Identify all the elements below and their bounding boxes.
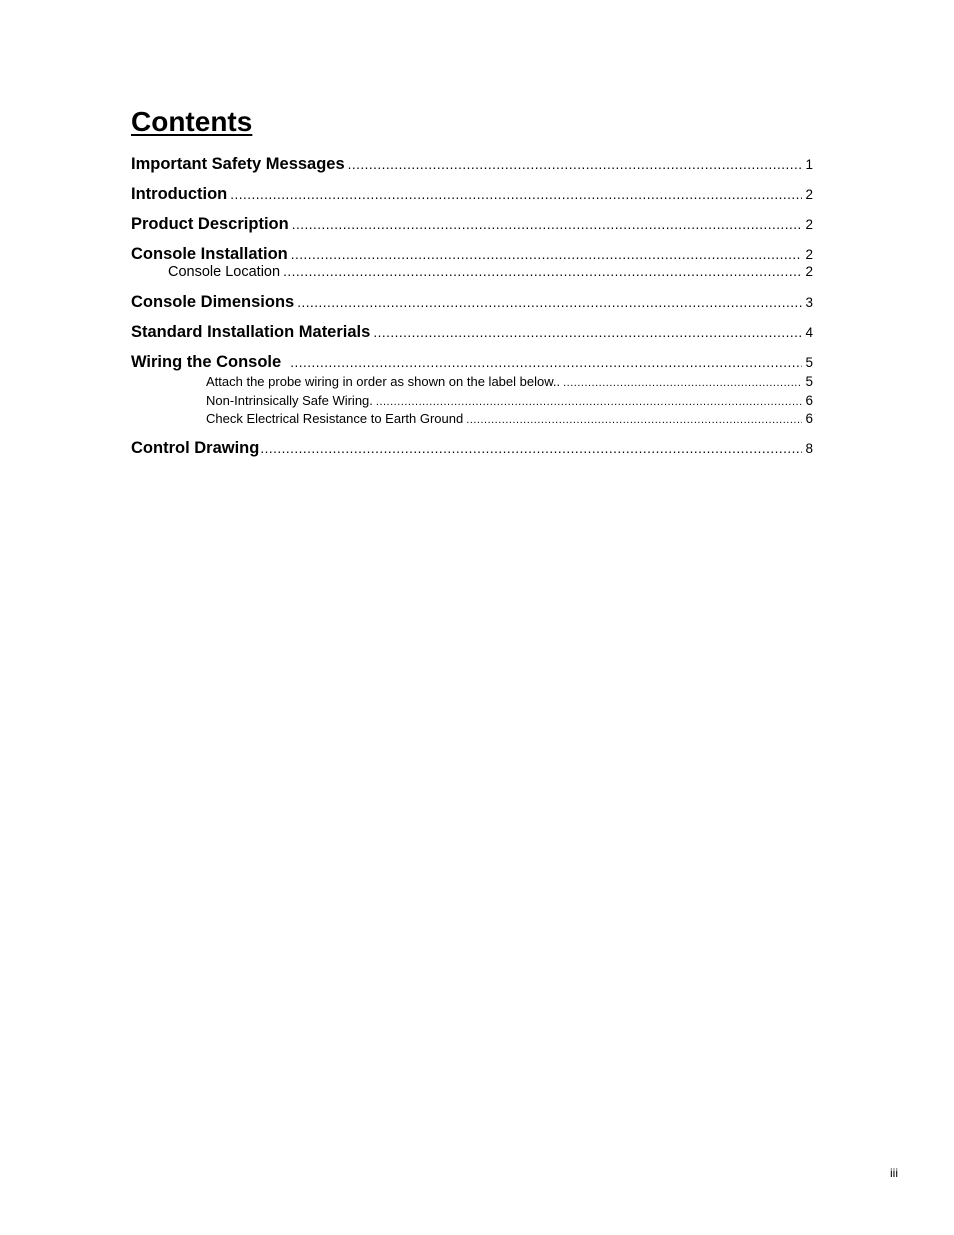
toc-entry-title: Introduction bbox=[131, 185, 228, 203]
toc-page-number: 6 bbox=[805, 411, 813, 426]
toc-entry-check-electrical-resistance[interactable] bbox=[206, 411, 813, 426]
toc-page-number: 6 bbox=[805, 393, 813, 408]
dot-leader bbox=[260, 441, 802, 456]
dot-leader bbox=[290, 355, 802, 370]
dot-leader bbox=[348, 157, 803, 172]
dot-leader bbox=[283, 264, 802, 279]
toc-entry-title: Important Safety Messages bbox=[131, 155, 345, 173]
dot-leader bbox=[292, 217, 803, 232]
toc-page-number: 3 bbox=[805, 295, 813, 310]
toc-entry-title: Console Dimensions bbox=[131, 293, 295, 311]
toc-page-number: 5 bbox=[805, 374, 813, 389]
dot-leader bbox=[291, 247, 803, 262]
toc-entry-product-description[interactable] bbox=[131, 215, 813, 234]
toc-entry-title: Console Installation bbox=[131, 245, 288, 263]
toc-entry-title: Control Drawing bbox=[131, 439, 260, 457]
toc-page-number: 2 bbox=[805, 187, 813, 202]
dot-leader bbox=[563, 377, 802, 389]
toc-page-number: 2 bbox=[805, 247, 813, 262]
toc-entry-non-intrinsically-safe-wiring[interactable] bbox=[206, 393, 813, 408]
dot-leader bbox=[373, 325, 802, 340]
dot-leader bbox=[466, 414, 802, 426]
toc-entry-title: Attach the probe wiring in order as shown on the label below.. bbox=[206, 374, 561, 389]
toc-entry-console-location[interactable] bbox=[168, 264, 813, 280]
toc-entry-wiring-the-console[interactable] bbox=[131, 353, 813, 372]
toc-entry-title: Console Location bbox=[168, 264, 281, 280]
toc-entry-title: Wiring the Console bbox=[131, 353, 282, 371]
dot-leader bbox=[297, 295, 802, 310]
dot-leader bbox=[376, 396, 803, 408]
toc-entry-introduction[interactable] bbox=[131, 185, 813, 204]
toc-entry-standard-installation-materials[interactable] bbox=[131, 323, 813, 342]
toc-entry-console-dimensions[interactable] bbox=[131, 293, 813, 312]
toc-entry-title: Standard Installation Materials bbox=[131, 323, 371, 341]
toc-entry-title: Product Description bbox=[131, 215, 289, 233]
toc-page-number: 1 bbox=[805, 157, 813, 172]
toc-entry-important-safety-messages[interactable] bbox=[131, 155, 813, 174]
toc-entry-title: Check Electrical Resistance to Earth Ground bbox=[206, 411, 464, 426]
toc-entry-control-drawing[interactable] bbox=[131, 439, 813, 458]
toc-entry-console-installation[interactable] bbox=[131, 245, 813, 264]
dot-leader bbox=[230, 187, 802, 202]
toc-page-number: 8 bbox=[805, 441, 813, 456]
toc-page-number: 2 bbox=[805, 264, 813, 279]
toc-entry-title: Non-Intrinsically Safe Wiring. bbox=[206, 393, 373, 408]
toc-page-number: 5 bbox=[805, 355, 813, 370]
page-number-folio: iii bbox=[890, 1166, 898, 1180]
page-title: Contents bbox=[131, 106, 253, 137]
toc-page-number: 4 bbox=[805, 325, 813, 340]
toc-entry-attach-probe-wiring[interactable] bbox=[206, 374, 813, 389]
toc-page-number: 2 bbox=[805, 217, 813, 232]
